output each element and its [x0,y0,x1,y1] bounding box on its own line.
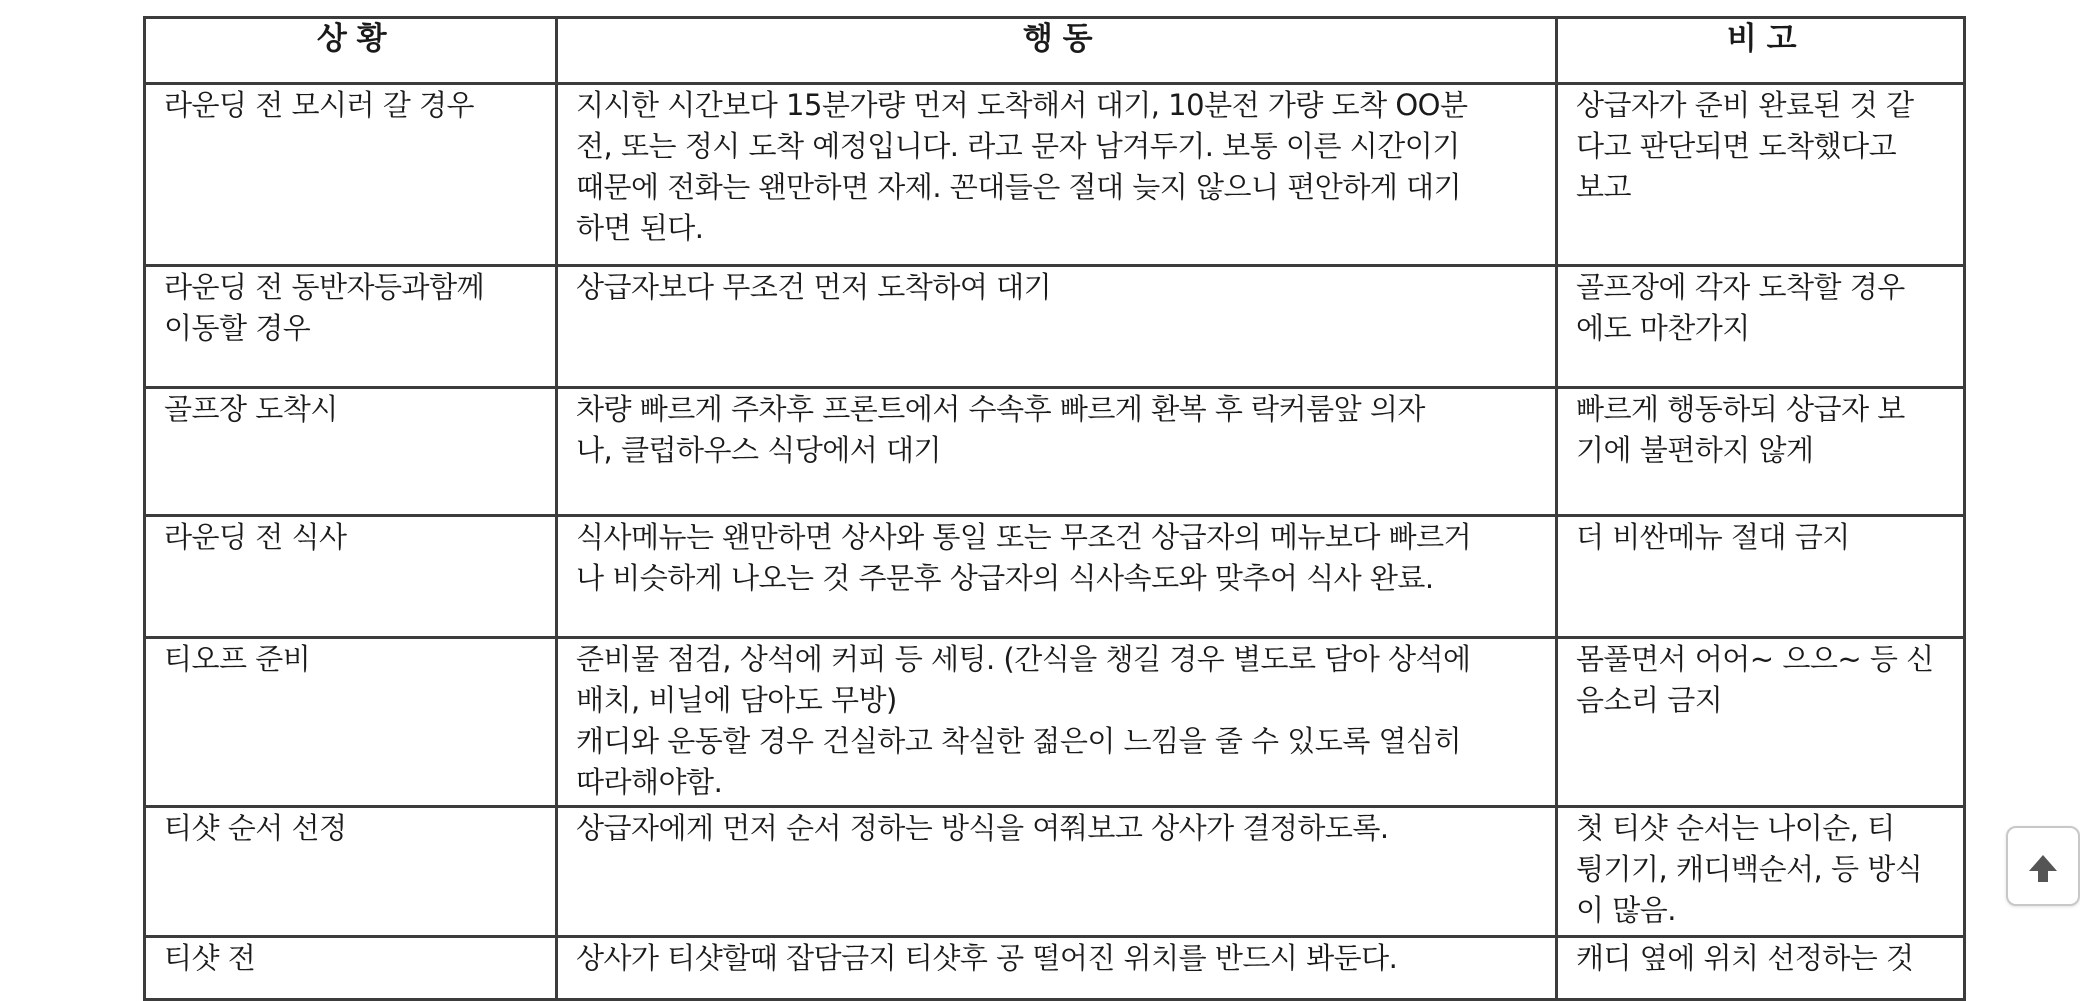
note-line: 더 비싼메뉴 절대 금지 [1576,520,1850,554]
situation-cell: 라운딩 전 모시러 갈 경우 [145,84,557,266]
table-row [145,388,1965,516]
note-line: 상급자가 준비 완료된 것 같 [1576,88,1914,122]
note-cell [1557,516,1965,638]
note-line: 기에 불편하지 않게 [1576,433,1814,467]
action-cell [557,388,1557,516]
note-line: 이 많음. [1576,893,1676,927]
action-cell [557,516,1557,638]
note-line: 에도 마찬가지 [1576,311,1750,345]
situation-cell: 라운딩 전 식사 [145,516,557,638]
table-row [145,937,1965,1000]
note-cell [1557,84,1965,266]
note-line: 골프장에 각자 도착할 경우 [1576,270,1905,304]
action-cell [557,937,1557,1000]
header-action: 행 동 [557,18,1557,84]
table-row [145,638,1965,807]
golf-etiquette-table [143,16,1966,1001]
header-note: 비 고 [1557,18,1965,84]
action-cell [557,638,1557,807]
table-row [145,84,1965,266]
note-cell [1557,638,1965,807]
table-row [145,266,1965,388]
table-row [145,516,1965,638]
action-line: 준비물 점검, 상석에 커피 등 세팅. (간식을 챙길 경우 별도로 담아 상석에 [576,642,1471,676]
situation-cell: 티오프 준비 [145,638,557,807]
action-line: 상사가 티샷할때 잡담금지 티샷후 공 떨어진 위치를 반드시 봐둔다. [576,941,1398,975]
note-line: 첫 티샷 순서는 나이순, 티 [1576,811,1895,845]
situation-cell [145,266,557,388]
action-line: 전, 또는 정시 도착 예정입니다. 라고 문자 남겨두기. 보통 이른 시간이기 [576,129,1460,163]
note-line: 튕기기, 캐디백순서, 등 방식 [1576,852,1923,886]
note-line: 다고 판단되면 도착했다고 [1576,129,1897,163]
action-cell [557,807,1557,937]
note-cell [1557,388,1965,516]
action-line: 나 비슷하게 나오는 것 주문후 상급자의 식사속도와 맞추어 식사 완료. [576,561,1434,595]
scroll-to-top-button[interactable] [2006,826,2080,906]
header-situation: 상 황 [145,18,557,84]
action-line: 나, 클럽하우스 식당에서 대기 [576,433,942,467]
note-cell [1557,807,1965,937]
action-cell [557,266,1557,388]
situation-cell: 티샷 순서 선정 [145,807,557,937]
action-line: 캐디와 운동할 경우 건실하고 착실한 젊은이 느낌을 줄 수 있도록 열심히 [576,724,1462,758]
situation-cell: 골프장 도착시 [145,388,557,516]
action-line: 하면 된다. [576,211,704,245]
note-cell [1557,937,1965,1000]
arrow-up-icon [2026,852,2060,882]
action-line: 식사메뉴는 왠만하면 상사와 통일 또는 무조건 상급자의 메뉴보다 빠르거 [576,520,1472,554]
action-line: 배치, 비닐에 담아도 무방) [576,683,897,717]
action-line: 상급자보다 무조건 먼저 도착하여 대기 [576,270,1052,304]
table-row [145,807,1965,937]
action-line: 때문에 전화는 왠만하면 자제. 꼰대들은 절대 늦지 않으니 편안하게 대기 [576,170,1462,204]
action-line: 차량 빠르게 주차후 프론트에서 수속후 빠르게 환복 후 락커룸앞 의자 [576,392,1425,426]
action-line: 지시한 시간보다 15분가량 먼저 도착해서 대기, 10분전 가량 도착 OO분 [576,88,1468,122]
table-header-row [145,18,1965,84]
action-line: 따라해야함. [576,765,723,799]
note-line: 몸풀면서 어어~ 으으~ 등 신 [1576,642,1934,676]
note-line: 캐디 옆에 위치 선정하는 것 [1576,941,1914,975]
note-line: 음소리 금지 [1576,683,1723,717]
situation-line: 이동할 경우 [164,311,311,345]
note-cell [1557,266,1965,388]
situation-cell: 티샷 전 [145,937,557,1000]
note-line: 빠르게 행동하되 상급자 보 [1576,392,1905,426]
situation-line: 라운딩 전 동반자등과함께 [164,270,485,304]
note-line: 보고 [1576,170,1632,204]
action-line: 상급자에게 먼저 순서 정하는 방식을 여쭤보고 상사가 결정하도록. [576,811,1389,845]
action-cell [557,84,1557,266]
